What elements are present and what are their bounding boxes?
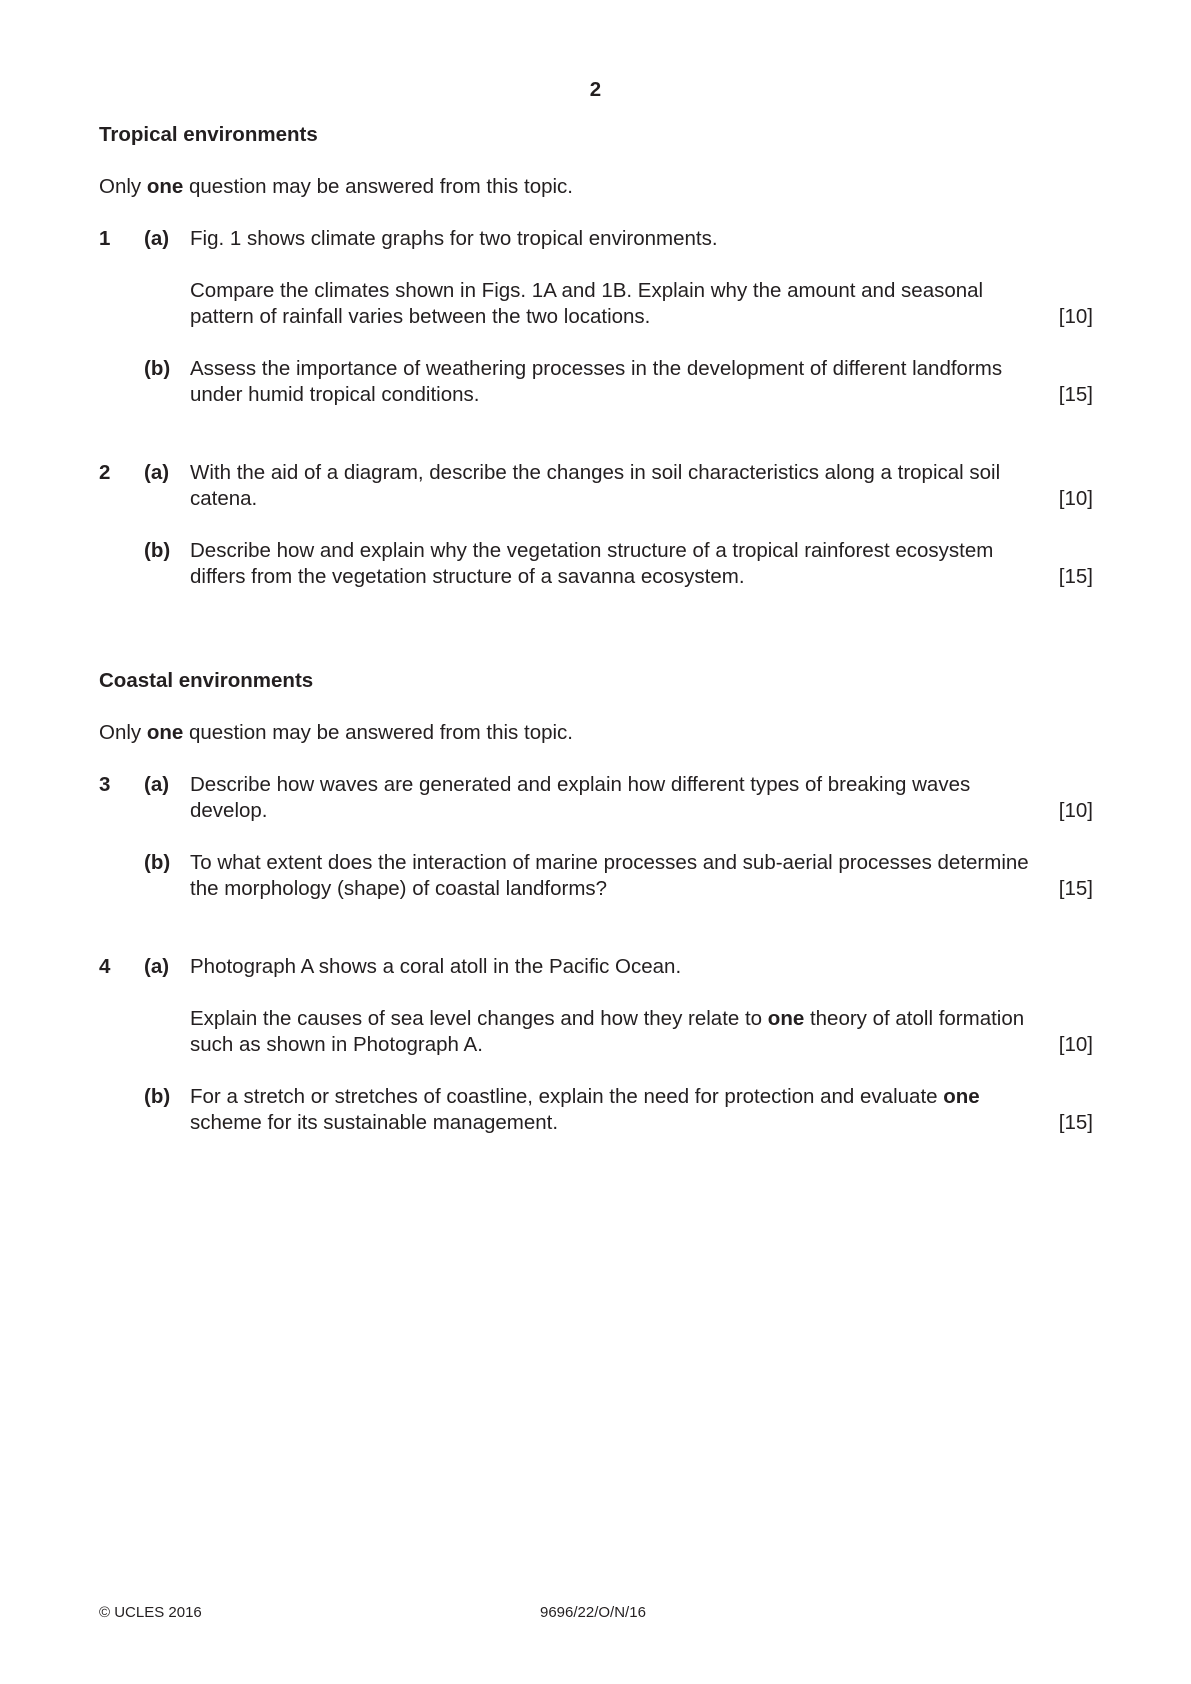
question-1b-line1: Assess the importance of weathering processes in the development of different landforms xyxy=(190,357,1003,380)
question-number-2: 2 xyxy=(99,461,111,484)
page-number: 2 xyxy=(589,78,602,101)
question-1a-intro: Fig. 1 shows climate graphs for two tropical environments. xyxy=(190,227,718,250)
section-instruction-tropical: Only one question may be answered from this topic. xyxy=(99,175,574,198)
question-2a-line1: With the aid of a diagram, describe the changes in soil characteristics along a tropical soil xyxy=(190,461,1001,484)
question-4b-line2: scheme for its sustainable management. xyxy=(190,1111,559,1134)
part-label-2b: (b) xyxy=(144,539,171,562)
question-1b-marks: [15] xyxy=(1058,383,1093,406)
question-4a-marks: [10] xyxy=(1058,1033,1093,1056)
question-4a-line2: such as shown in Photograph A. xyxy=(190,1033,483,1056)
question-2a-line2: catena. xyxy=(190,487,258,510)
question-3a-text xyxy=(190,772,1093,824)
question-4b-marks: [15] xyxy=(1058,1111,1093,1134)
question-3b-text xyxy=(190,850,1093,902)
question-2b-line1: Describe how and explain why the vegetation structure of a tropical rainforest ecosystem xyxy=(190,539,994,562)
footer-paper-code: 9696/22/O/N/16 xyxy=(540,1604,646,1621)
section-heading-coastal: Coastal environments xyxy=(99,669,314,692)
question-3a-line2: develop. xyxy=(190,799,268,822)
part-label-3a: (a) xyxy=(144,773,170,796)
question-number-1: 1 xyxy=(99,227,111,250)
question-1a-text xyxy=(190,278,1093,330)
question-1a-marks: [10] xyxy=(1058,305,1093,328)
question-number-3: 3 xyxy=(99,773,111,796)
question-4b-line1: For a stretch or stretches of coastline, explain the need for protection and evaluate one xyxy=(190,1085,980,1108)
question-4a-text xyxy=(190,1006,1093,1058)
section-heading-tropical: Tropical environments xyxy=(99,123,318,146)
question-3b-line1: To what extent does the interaction of marine processes and sub-aerial processes determine xyxy=(190,851,1029,874)
question-1a-line2: pattern of rainfall varies between the two locations. xyxy=(190,305,651,328)
part-label-3b: (b) xyxy=(144,851,171,874)
question-4a-intro: Photograph A shows a coral atoll in the Pacific Ocean. xyxy=(190,955,682,978)
question-4b-text xyxy=(190,1084,1093,1136)
question-3b-line2: the morphology (shape) of coastal landforms? xyxy=(190,877,608,900)
question-4a-line1: Explain the causes of sea level changes and how they relate to one theory of atoll formation xyxy=(190,1007,1025,1030)
question-1a-line1: Compare the climates shown in Figs. 1A and 1B. Explain why the amount and seasonal xyxy=(190,279,984,302)
question-1b-text xyxy=(190,356,1093,408)
part-label-2a: (a) xyxy=(144,461,170,484)
question-2b-text xyxy=(190,538,1093,590)
question-2b-marks: [15] xyxy=(1058,565,1093,588)
part-label-1b: (b) xyxy=(144,357,171,380)
part-label-4b: (b) xyxy=(144,1085,171,1108)
section-instruction-coastal: Only one question may be answered from this topic. xyxy=(99,721,574,744)
question-number-4: 4 xyxy=(99,955,111,978)
question-2a-text xyxy=(190,460,1093,512)
footer-copyright: © UCLES 2016 xyxy=(99,1604,202,1621)
part-label-1a: (a) xyxy=(144,227,170,250)
question-1b-line2: under humid tropical conditions. xyxy=(190,383,480,406)
question-3a-line1: Describe how waves are generated and explain how different types of breaking waves xyxy=(190,773,971,796)
part-label-4a: (a) xyxy=(144,955,170,978)
question-3a-marks: [10] xyxy=(1058,799,1093,822)
question-2a-marks: [10] xyxy=(1058,487,1093,510)
question-2b-line2: differs from the vegetation structure of a savanna ecosystem. xyxy=(190,565,745,588)
question-3b-marks: [15] xyxy=(1058,877,1093,900)
